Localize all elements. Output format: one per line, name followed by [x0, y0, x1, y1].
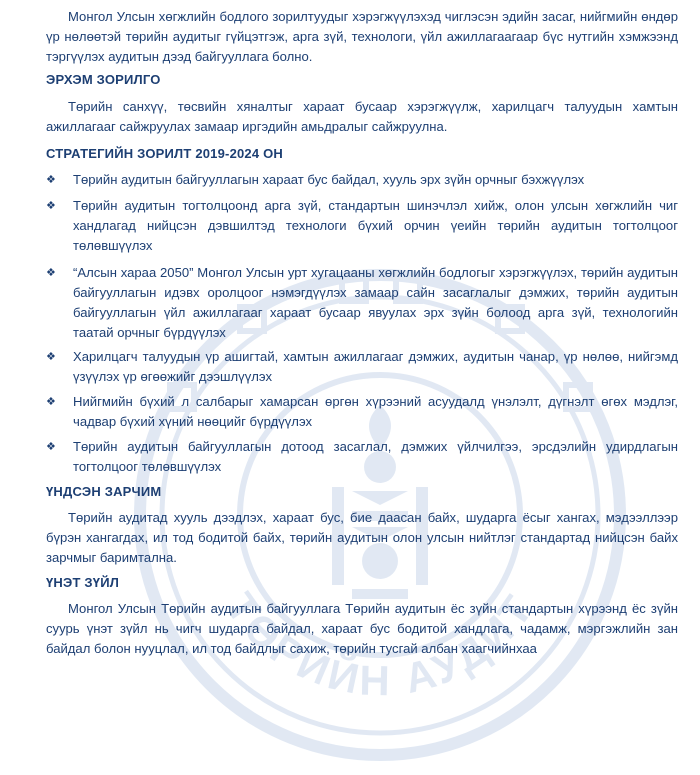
principles-heading: ҮНДСЭН ЗАРЧИМ — [46, 484, 162, 499]
principles-paragraph: Төрийн аудитад хууль дээдлэх, хараат бус, бие даасан байх, шударга ёсыг хангах, мэдээллээр бүрэн хангагдах, ил тод бодитой байх, төрийн аудитын олон улсын нийтлэг стандартад нийцсэн байх зарчмыг баримтална. — [46, 510, 678, 565]
strategy-item-text: Төрийн аудитын байгууллагын хараат бус байдал, хууль эрх зүйн орчныг бэхжүүлэх — [73, 172, 585, 187]
diamond-bullet-icon: ❖ — [46, 174, 56, 186]
values-heading: ҮНЭТ ЗҮЙЛ — [46, 575, 120, 590]
strategy-item-text: Төрийн аудитын байгууллагын дотоод засаглал, дэмжих үйлчилгээ, эрсдэлийн удирдлагын тогтолцоог төлөвшүүлэх — [73, 439, 678, 474]
strategy-item — [46, 392, 678, 432]
strategy-item-text: Нийгмийн бүхий л салбарыг хамарсан өргөн хүрээний асуудалд үнэлэлт, дүгнэлт өгөх мэдлэг, чадвар бүхий хүний нөөцийг бүрдүүлэх — [73, 394, 678, 429]
goal-heading: ЭРХЭМ ЗОРИЛГО — [46, 72, 161, 87]
strategy-item — [46, 170, 678, 190]
strategy-item — [46, 347, 678, 387]
strategy-item-text: Харилцагч талуудын үр ашигтай, хамтын ажиллагааг дэмжих, аудитын чанар, үр нөлөө, нийгэмд үзүүлэх үр өгөөжийг дээшлүүлэх — [73, 349, 678, 384]
diamond-bullet-icon: ❖ — [46, 351, 56, 363]
diamond-bullet-icon: ❖ — [46, 200, 56, 212]
diamond-bullet-icon: ❖ — [46, 396, 56, 408]
watermark-text: ТӨРИЙН АУДИТ — [216, 584, 544, 705]
strategy-item — [46, 437, 678, 477]
vision-paragraph: Монгол Улсын хөгжлийн бодлого зорилтуудыг хэрэгжүүлэхэд чиглэсэн эдийн засаг, нийгмийн өндөр үр нөлөөтэй төрийн аудитыг гүйцэтгэж, арга зүй, технологи, үйл ажиллагаагаар бүс нутгийн хэмжээнд тэргүүлэх аудитын дээд байгууллага болно. — [46, 9, 678, 64]
strategy-item-text: Төрийн аудитын тогтолцоонд арга зүй, стандартын шинэчлэл хийж, олон улсын хөгжлийн чиг хандлагад нийцсэн дэвшилтэд технологи бүхий орчин үеийн төрийн аудитын тогтолцоог төлөвшүүлэх — [73, 198, 678, 253]
strategy-item-text: “Алсын хараа 2050” Монгол Улсын урт хугацааны хөгжлийн бодлогыг хэрэгжүүлэх, төрийн аудитын байгууллагын идэвх оролцоог нэмэгдүүлэх замаар сайн засаглалыг дэмжих, төрийн аудитын байгууллагын үйл ажиллагааг хараат бусаар явуулах эрх зүйн болоод арга зүй, технологийн таатай орчныг бүрдүүлэх — [73, 265, 678, 340]
diamond-bullet-icon: ❖ — [46, 441, 56, 453]
diamond-bullet-icon: ❖ — [46, 267, 56, 279]
strategy-heading: СТРАТЕГИЙН ЗОРИЛТ 2019-2024 ОН — [46, 146, 283, 161]
strategy-item — [46, 263, 678, 343]
goal-paragraph: Төрийн санхүү, төсвийн хяналтыг хараат бусаар хэрэгжүүлж, харилцагч талуудын хамтын ажиллагааг сайжруулах замаар иргэдийн амьдралыг сайжруулна. — [46, 99, 678, 134]
strategy-item — [46, 196, 678, 256]
values-paragraph: Монгол Улсын Төрийн аудитын байгууллага Төрийн аудитын ёс зүйн стандартын хүрээнд ёс зүйн суурь үнэт зүйл нь чигч шударга байдал, хараат бус бодитой хандлага, чадамж, мэргэжлийн зан байдал болон нууцлал, ил тод байдлыг сахиж, төрийн тусгай албан хаагчийнхаа — [46, 601, 678, 656]
